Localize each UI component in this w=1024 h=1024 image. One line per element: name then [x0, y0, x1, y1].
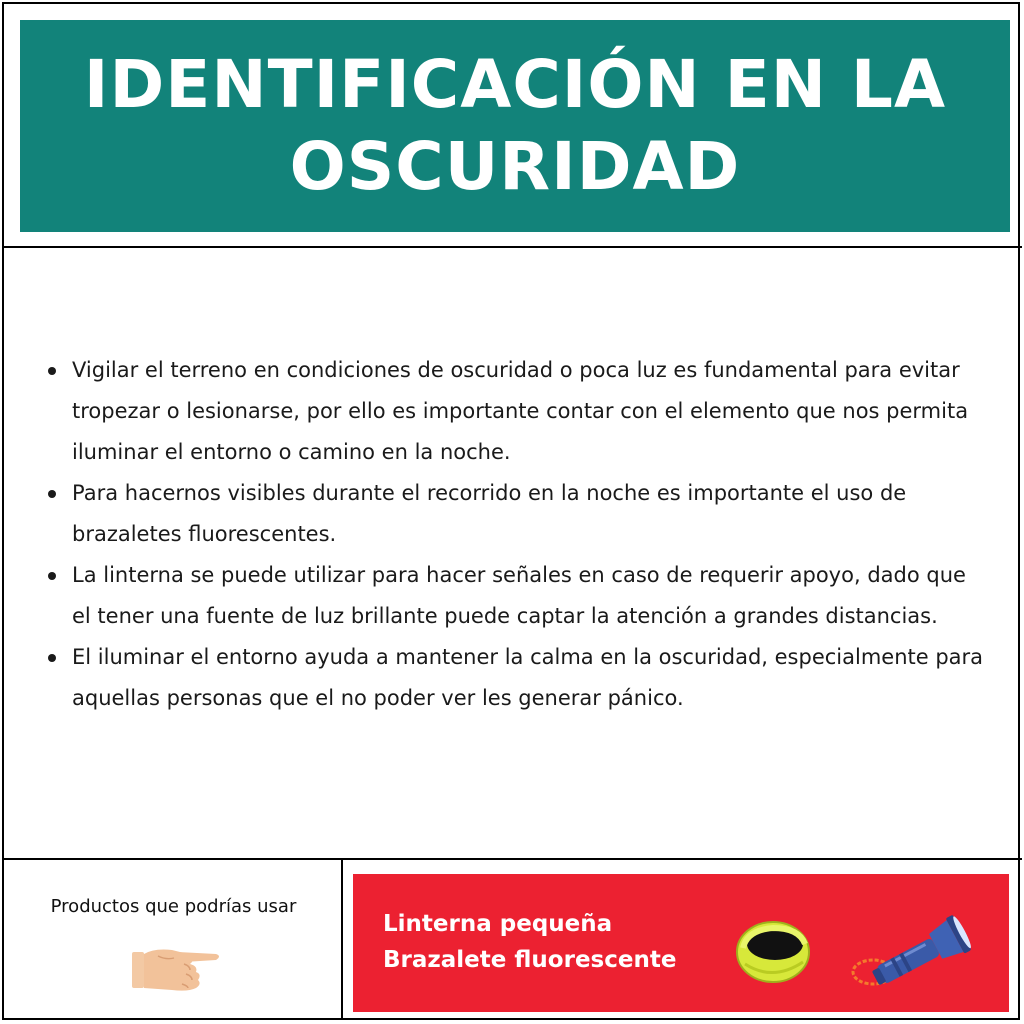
- bullet-dot-icon: [48, 367, 56, 375]
- bullet-item: [48, 637, 988, 719]
- bullet-text: La linterna se puede utilizar para hacer señales en caso de requerir apoyo, dado que el tener una fuente de luz brillante puede captar la atención a grandes distancias.: [72, 563, 966, 628]
- products-section: [343, 858, 1018, 1020]
- bullet-dot-icon: [48, 572, 56, 580]
- products-box: [353, 874, 1009, 1012]
- header-section: [4, 4, 1022, 248]
- product-item: Brazalete fluorescente: [383, 947, 677, 973]
- bullet-text: Para hacernos visibles durante el recorrido en la noche es importante el uso de brazaletes fluorescentes.: [72, 481, 907, 546]
- product-item: Linterna pequeña: [383, 911, 613, 937]
- flashlight-icon: [847, 910, 979, 996]
- bullet-dot-icon: [48, 490, 56, 498]
- pointing-hand-icon: [128, 942, 224, 996]
- bullet-dot-icon: [48, 654, 56, 662]
- title-banner: [20, 20, 1010, 232]
- bullet-text: Vigilar el terreno en condiciones de oscuridad o poca luz es fundamental para evitar tropezar o lesionarse, por ello es importante contar con el elemento que nos permita iluminar el entorno o camino en la noche.: [72, 358, 969, 464]
- bullet-item: [48, 473, 988, 555]
- products-label: Productos que podrías usar: [50, 896, 297, 917]
- page-title: IDENTIFICACIÓN EN LA OSCURIDAD: [83, 46, 947, 205]
- content-section: [4, 246, 1022, 860]
- bullet-item: [48, 555, 988, 637]
- infographic-frame: [2, 2, 1020, 1020]
- product-list: [383, 906, 676, 978]
- bullet-item: [48, 350, 988, 473]
- products-prompt-section: [4, 858, 343, 1020]
- bullet-text: El iluminar el entorno ayuda a mantener la calma en la oscuridad, especialmente para aquellas personas que el no poder ver les generar pánico.: [72, 645, 984, 710]
- bullet-list: [48, 350, 988, 719]
- bracelet-icon: [733, 908, 813, 988]
